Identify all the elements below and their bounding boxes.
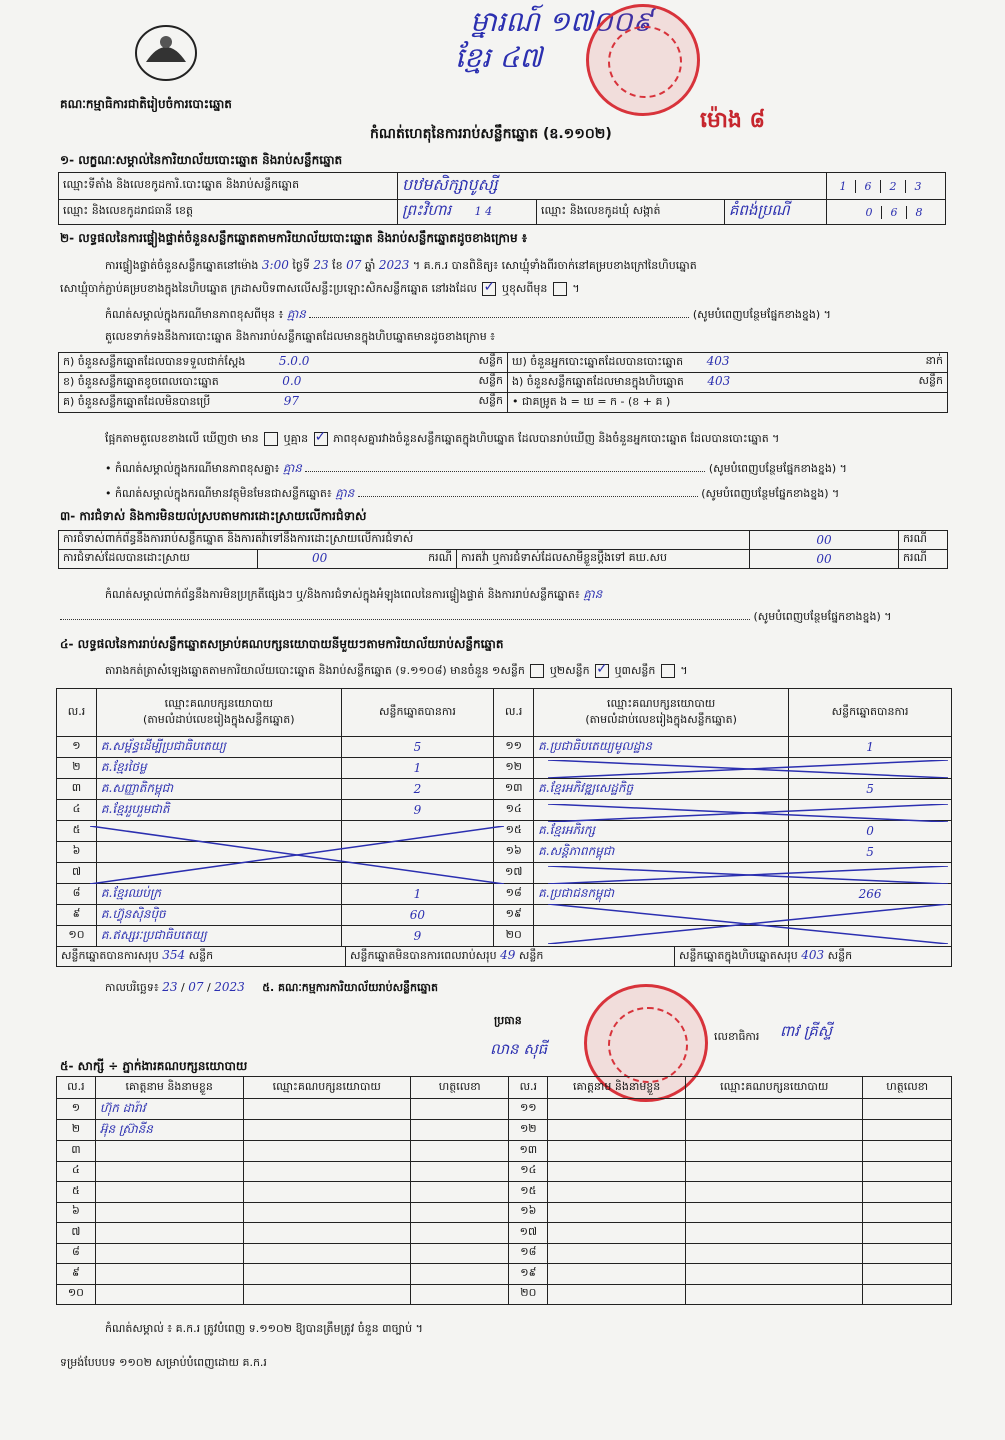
discrepancy-note: • កំណត់សម្គាល់ក្នុងករណីមានភាពខុសគ្នា៖ គ្មាន (សូមបំពេញបន្ថែមផ្នែកខាងខ្នង) ។ bbox=[105, 461, 847, 475]
witness-signature bbox=[411, 1182, 509, 1203]
witness-no: ១៨ bbox=[509, 1243, 548, 1264]
section1-heading: ១- លក្ខណៈសម្គាល់នៃការិយាល័យបោះឆ្នោត និងរាប់សន្លឹកឆ្នោត bbox=[60, 153, 343, 167]
witness-name bbox=[95, 1243, 243, 1264]
spoiled-value: 0.0 bbox=[282, 374, 302, 388]
handwritten-top-1: ម្នារណ៍ ១៧០០៩ bbox=[470, 5, 653, 38]
result-row bbox=[57, 883, 952, 904]
result-no: ១៧ bbox=[494, 863, 534, 884]
witness-signature bbox=[863, 1243, 952, 1264]
commune-code: 0 6 8 bbox=[827, 200, 946, 225]
chair-label: ប្រធាន bbox=[494, 1014, 522, 1027]
tally-sheet-line: តារាងកត់ត្រាសំឡេងឆ្នោតតាមការិយាល័យបោះឆ្នោត និងរាប់សន្លឹកឆ្នោត (ទ.១១០៨) មានចំនួន ១សន្លឹក ឬ២សន្លឹក ✓ ឬ៣សន្លឹក ។ bbox=[105, 664, 688, 680]
province-label: ឈ្មោះ និងលេខកូដរាជធានី ខេត្ត bbox=[59, 200, 398, 225]
result-party: គ.ខ្មែរអភិរក្ស bbox=[534, 821, 789, 842]
witness-row bbox=[57, 1099, 952, 1120]
different-checkbox[interactable] bbox=[553, 282, 567, 296]
witness-name bbox=[95, 1264, 243, 1285]
result-row bbox=[57, 779, 952, 800]
result-party: គ.ខ្មែរឈប់ក្រ bbox=[96, 883, 341, 904]
witness-name bbox=[548, 1202, 686, 1223]
figures-intro: តួលេខទាក់ទងនឹងការបោះឆ្នោត និងការរាប់សន្លឹកឆ្នោតដែលមានក្នុងហិបឆ្នោតមានដូចខាងក្រោម ៖ bbox=[105, 330, 496, 343]
result-votes: 9 bbox=[341, 800, 494, 821]
has-difference-checkbox[interactable] bbox=[264, 432, 278, 446]
result-no: ៣ bbox=[57, 779, 97, 800]
witness-signature bbox=[863, 1223, 952, 1244]
total-invalid-value: 49 bbox=[500, 948, 516, 962]
witness-party bbox=[243, 1223, 411, 1244]
witness-party bbox=[243, 1161, 411, 1182]
witness-row bbox=[57, 1120, 952, 1141]
totals-row: សន្លឹកឆ្នោតបានការសរុប 354 សន្លឹក សន្លឹកឆ្នោតមិនបានការពេលរាប់សរុប 49 សន្លឹក សន្លឹកឆ្នោតក្នុងហិបឆ្នោតសរុប 403 សន្លឹក bbox=[56, 946, 952, 967]
witness-no: ១៥ bbox=[509, 1182, 548, 1203]
witness-party bbox=[243, 1141, 411, 1162]
witness-name bbox=[95, 1284, 243, 1305]
witness-party bbox=[686, 1099, 863, 1120]
witness-no: ១៤ bbox=[509, 1161, 548, 1182]
result-votes: 60 bbox=[341, 904, 494, 925]
discrepancy-line: ផ្អែកតាមតួលេខខាងលើ ឃើញថា មាន ឬគ្មាន ✓ ភាពខុសគ្នារវាងចំនួនសន្លឹកឆ្នោតក្នុងហិបឆ្នោត ដែលបានរាប់ឃើញ និងចំនួនអ្នកបោះឆ្នោត ដែលបានបោះឆ្នោត ។ bbox=[105, 432, 779, 448]
one-sheet-checkbox[interactable] bbox=[530, 664, 544, 678]
witness-party bbox=[243, 1284, 411, 1305]
date-line: កាលបរិច្ឆេទ៖ 23 / 07 / 2023 ៥. គណៈកម្មការការិយាល័យរាប់សន្លឹកឆ្នោត bbox=[105, 980, 438, 994]
handwritten-top-2: ខ្មែរ ៤៧ bbox=[455, 41, 543, 74]
secretary-label: លេខាធិការ bbox=[714, 1030, 760, 1043]
result-no: ១៦ bbox=[494, 842, 534, 863]
witness-party bbox=[243, 1120, 411, 1141]
witness-name bbox=[95, 1141, 243, 1162]
result-no: ១៨ bbox=[494, 883, 534, 904]
witness-no: ៨ bbox=[57, 1243, 96, 1264]
witness-name bbox=[548, 1243, 686, 1264]
witness-no: ២ bbox=[57, 1120, 96, 1141]
result-no: ១១ bbox=[494, 737, 534, 758]
irregularity-hint: (សូមបំពេញបន្ថែមផ្នែកខាងខ្នង) ។ bbox=[60, 610, 945, 626]
witness-party bbox=[686, 1223, 863, 1244]
witness-name bbox=[95, 1202, 243, 1223]
section4-heading: ៤- លទ្ធផលនៃការរាប់សន្លឹកឆ្នោតសម្រាប់គណបក្សនយោបាយនីមួយៗតាមការិយាល័យរាប់សន្លឹកឆ្នោត bbox=[60, 637, 504, 651]
result-votes: 5 bbox=[789, 842, 952, 863]
section3-heading: ៣- ការជំទាស់ និងការមិនយល់ស្របតាមការដោះស្រាយលើការជំទាស់ bbox=[60, 509, 367, 523]
result-no: ១៤ bbox=[494, 800, 534, 821]
witness-row bbox=[57, 1182, 952, 1203]
crossout-left bbox=[90, 826, 504, 884]
witness-no: ១៦ bbox=[509, 1202, 548, 1223]
station-value: បឋមសិក្សាបូស្សី bbox=[402, 175, 498, 194]
result-votes: 5 bbox=[789, 779, 952, 800]
witness-signature bbox=[411, 1243, 509, 1264]
difference-note: កំណត់សម្គាល់ក្នុងករណីមានភាពខុសពីមុន ៖ គ្មាន (សូមបំពេញបន្ថែមផ្នែកខាងខ្នង) ។ bbox=[105, 307, 831, 321]
witness-signature bbox=[863, 1120, 952, 1141]
witness-row bbox=[57, 1223, 952, 1244]
result-no: ១៥ bbox=[494, 821, 534, 842]
result-party: គ.ខ្មែរថៃម្ល bbox=[96, 758, 341, 779]
witness-signature bbox=[411, 1120, 509, 1141]
result-no: ៩ bbox=[57, 904, 97, 925]
witness-row bbox=[57, 1264, 952, 1285]
result-no: ៥ bbox=[57, 821, 97, 842]
witness-no: ១៧ bbox=[509, 1223, 548, 1244]
objections-value: 00 bbox=[816, 533, 832, 547]
witness-party bbox=[686, 1264, 863, 1285]
witness-party bbox=[686, 1202, 863, 1223]
result-party: គ.សម្ព័ន្ធដើម្បីប្រជាធិបតេយ្យ bbox=[96, 737, 341, 758]
objections-table: ការជំទាស់ពាក់ព័ន្ធនឹងការរាប់សន្លឹកឆ្នោត និងការតវ៉ាទៅនឹងការដោះស្រាយលើការជំទាស់ 00 ករណី ការជំទាស់ដែលបានដោះស្រាយ 00 ករណី ការតវ៉ា ឬការជំទាស់ដែលសាមីខ្លួនប្តឹងទៅ គឃ.សប 00 ករណី bbox=[58, 530, 948, 569]
crossout-right-17 bbox=[548, 866, 948, 884]
witness-signature bbox=[863, 1202, 952, 1223]
result-votes: 266 bbox=[789, 883, 952, 904]
station-label: ឈ្មោះទីតាំង និងលេខកូដការិ.បោះឆ្នោត និងរាប់សន្លឹកឆ្នោត bbox=[59, 173, 398, 200]
witness-name bbox=[548, 1223, 686, 1244]
result-votes: 9 bbox=[341, 925, 494, 946]
foreign-object-note: • កំណត់សម្គាល់ក្នុងករណីមានវត្ថុមិនមែនជាសន្លឹកឆ្នោត៖ គ្មាន (សូមបំពេញបន្ថែមផ្នែកខាងខ្នង) ។ bbox=[105, 486, 840, 500]
result-party: គ.ប្រជាធិបតេយ្យមូលដ្ឋាន bbox=[534, 737, 789, 758]
section1-table: ឈ្មោះទីតាំង និងលេខកូដការិ.បោះឆ្នោត និងរាប់សន្លឹកឆ្នោត បឋមសិក្សាបូស្សី 1 6 2 3 ឈ្មោះ និងលេខកូដរាជធានី ខេត្ត ព្រះវិហារ 1 4 ឈ្មោះ និងលេខកូដឃុំ សង្កាត់ គំពង់ប្រណី 0 6 8 bbox=[58, 172, 946, 225]
result-party: គ.ឥស្សរៈប្រជាធិបតេយ្យ bbox=[96, 925, 341, 946]
form-title: កំណត់ហេតុនៃការរាប់សន្លឹកឆ្នោត (ឧ.១១០២) bbox=[370, 126, 612, 142]
resolved-value: 00 bbox=[312, 551, 328, 565]
result-votes: 1 bbox=[341, 883, 494, 904]
witness-party bbox=[243, 1264, 411, 1285]
chair-signature: លាន សុធី bbox=[490, 1040, 548, 1058]
witness-no: ១២ bbox=[509, 1120, 548, 1141]
official-stamp-top bbox=[586, 4, 700, 116]
verification-line-2: សោឃ្មុំចាក់ភ្ជាប់គម្របខាងក្នុងនៃហិបឆ្នោត ក្រដាសបិទពាសលើសន្លឹះប្រឡោះសិកសន្លឹកឆ្នោត នៅរងដែល ✓ ឬខុសពីមុន ។ bbox=[60, 282, 580, 298]
witness-no: ១៣ bbox=[509, 1141, 548, 1162]
witness-no: ១០ bbox=[57, 1284, 96, 1305]
witness-no: ៩ bbox=[57, 1264, 96, 1285]
witness-no: ៥ bbox=[57, 1182, 96, 1203]
three-sheet-checkbox[interactable] bbox=[661, 664, 675, 678]
witness-name bbox=[548, 1284, 686, 1305]
witness-party bbox=[686, 1182, 863, 1203]
witness-name bbox=[548, 1161, 686, 1182]
irregularity-note: កំណត់សម្គាល់ពាក់ព័ន្ធនឹងការមិនប្រក្រតីផ្សេងៗ ឬ/និងការជំទាស់ក្នុងអំឡុងពេលនៃការផ្ទៀងផ្ទាត់ និងការរាប់សន្លឹកឆ្នោត៖ គ្មាន bbox=[105, 587, 603, 601]
witness-row bbox=[57, 1161, 952, 1182]
witness-name bbox=[95, 1223, 243, 1244]
appealed-value: 00 bbox=[816, 552, 832, 566]
result-no: ៦ bbox=[57, 842, 97, 863]
in-box-value: 403 bbox=[707, 374, 731, 388]
result-party: គ.ហ៊្វុនស៊ិនប៉ិច bbox=[96, 904, 341, 925]
witness-signature bbox=[411, 1223, 509, 1244]
witness-signature bbox=[411, 1099, 509, 1120]
crossout-right-19-20 bbox=[548, 904, 948, 944]
witness-name: ហ៊ុក ដារ៉ាវ bbox=[95, 1099, 243, 1120]
total-box-value: 403 bbox=[801, 948, 825, 962]
witness-signature bbox=[411, 1141, 509, 1162]
received-value: 5.0.0 bbox=[278, 354, 310, 368]
witness-party bbox=[686, 1161, 863, 1182]
witness-party bbox=[686, 1141, 863, 1162]
witness-name bbox=[548, 1099, 686, 1120]
crossout-right-12 bbox=[548, 760, 948, 778]
result-party: គ.សញ្ញាតិកម្ពុជា bbox=[96, 779, 341, 800]
witness-no: ១៩ bbox=[509, 1264, 548, 1285]
witness-no: ១១ bbox=[509, 1099, 548, 1120]
witness-name bbox=[548, 1182, 686, 1203]
result-row bbox=[57, 737, 952, 758]
result-no: ១ bbox=[57, 737, 97, 758]
witness-signature bbox=[411, 1202, 509, 1223]
witness-party bbox=[686, 1284, 863, 1305]
witness-party bbox=[243, 1202, 411, 1223]
form-footer: ទម្រង់បែបបទ ១១០២ សម្រាប់បំពេញដោយ គ.ក.រ bbox=[60, 1356, 267, 1369]
witness-name bbox=[548, 1120, 686, 1141]
witness-party bbox=[243, 1099, 411, 1120]
result-party: គ.ខ្មែរអភិវឌ្ឍសេដ្ឋកិច្ច bbox=[534, 779, 789, 800]
two-sheet-checkbox[interactable] bbox=[595, 664, 609, 678]
witness-party bbox=[243, 1182, 411, 1203]
result-no: ១២ bbox=[494, 758, 534, 779]
result-votes: 1 bbox=[789, 737, 952, 758]
result-votes: 2 bbox=[341, 779, 494, 800]
witness-signature bbox=[863, 1284, 952, 1305]
result-votes: 0 bbox=[789, 821, 952, 842]
result-votes: 1 bbox=[341, 758, 494, 779]
commune-value: គំពង់ប្រណី bbox=[728, 201, 790, 219]
witness-name bbox=[95, 1182, 243, 1203]
unused-value: 97 bbox=[283, 394, 300, 408]
witness-signature bbox=[863, 1141, 952, 1162]
witness-table: ល.រ គោត្តនាម និងនាមខ្លួន ឈ្មោះគណបក្សនយោបាយ ហត្ថលេខា ល.រ គោត្តនាម និងនាមខ្លួន ឈ្មោះគណបក្សនយោបាយ ហត្ថលេខា ១ ហ៊ុក ដារ៉ាវ ១១ ២ អ៊ុន ស្រ៊ានីន ១២ ៣ ១៣ ៤ ១៤ ៥ ១៥ ៦ ១៦ ៧ ១៧ ៨ ១៨ ៩ ១៩ ១០ ២០ bbox=[56, 1076, 952, 1305]
formula: • ជាគម្រូត ង = ឃ = ក - (ខ + គ ) bbox=[508, 393, 948, 413]
result-votes: 5 bbox=[341, 737, 494, 758]
witness-party bbox=[686, 1243, 863, 1264]
witness-name bbox=[548, 1141, 686, 1162]
witness-signature bbox=[411, 1161, 509, 1182]
witness-no: ៣ bbox=[57, 1141, 96, 1162]
witness-signature bbox=[863, 1264, 952, 1285]
nec-emblem bbox=[132, 22, 200, 84]
footnote: កំណត់សម្គាល់ ៖ គ.ក.រ ត្រូវបំពេញ ទ.១១០២ ឱ្យបានត្រឹមត្រូវ ចំនួន ៣ច្បាប់ ។ bbox=[105, 1322, 423, 1335]
result-party: គ.សន្តិភាពកម្ពុជា bbox=[534, 842, 789, 863]
result-no: ៨ bbox=[57, 883, 97, 904]
section5-heading: ៥- សាក្សី ÷ ភ្នាក់ងារគណបក្សនយោបាយ bbox=[60, 1059, 248, 1073]
witness-row bbox=[57, 1243, 952, 1264]
secretary-signature: ពាវ គ្រីស្ទី bbox=[780, 1022, 833, 1040]
verification-line-1: ការផ្ទៀងផ្ទាត់ចំនួនសន្លឹកឆ្នោតនៅម៉ោង 3:00 ថ្ងៃទី 23 ខែ 07 ឆ្នាំ 2023 ។ គ.ក.រ បានពិនិត្យ៖ សោឃ្មុំទាំងពីរចាក់នៅគម្របខាងក្រៅនៃហិបឆ្នោត bbox=[105, 258, 697, 272]
witness-row bbox=[57, 1202, 952, 1223]
result-party: គ.ប្រជាជនកម្ពុជា bbox=[534, 883, 789, 904]
result-no: ២ bbox=[57, 758, 97, 779]
witness-signature bbox=[863, 1182, 952, 1203]
no-difference-checkbox[interactable] bbox=[314, 432, 328, 446]
witness-signature bbox=[411, 1264, 509, 1285]
crossout-right-14 bbox=[548, 804, 948, 822]
witness-no: ២០ bbox=[509, 1284, 548, 1305]
result-no: ១០ bbox=[57, 925, 97, 946]
handwritten-time: ម៉ោង ៨ bbox=[700, 108, 766, 133]
witness-no: ៦ bbox=[57, 1202, 96, 1223]
result-no: ២០ bbox=[494, 925, 534, 946]
voters-value: 403 bbox=[706, 354, 730, 368]
witness-row bbox=[57, 1141, 952, 1162]
witness-no: ១ bbox=[57, 1099, 96, 1120]
result-no: ១៣ bbox=[494, 779, 534, 800]
same-checkbox[interactable] bbox=[482, 282, 496, 296]
result-no: ៤ bbox=[57, 800, 97, 821]
witness-no: ៤ bbox=[57, 1161, 96, 1182]
section2-heading: ២- លទ្ធផលនៃការផ្ទៀងផ្ទាត់ចំនួនសន្លឹកឆ្នោតតាមការិយាល័យបោះឆ្នោត និងរាប់សន្លឹកឆ្នោតដូចខាងក្រោម ៖ bbox=[60, 231, 528, 245]
witness-no: ៧ bbox=[57, 1223, 96, 1244]
witness-party bbox=[686, 1120, 863, 1141]
result-party: គ.ខ្មែររួបរួមជាតិ bbox=[96, 800, 341, 821]
results-table: ល.រ ឈ្មោះគណបក្សនយោបាយ (តាមលំដាប់លេខរៀងក្នុងសន្លឹកឆ្នោត) សន្លឹកឆ្នោតបានការ ល.រ ឈ្មោះគណបក្សនយោបាយ (តាមលំដាប់លេខរៀងក្នុងសន្លឹកឆ្នោត) សន្លឹកឆ្នោតបានការ ១ គ.សម្ព័ន្ធដើម្បីប្រជាធិបតេយ្យ 5 ១១ គ.ប្រជាធិបតេយ្យមូលដ្ឋាន 1 ២ គ.ខ្មែរថៃម្ល 1 ១២ ៣ គ.សញ្ញាតិកម្ពុជា 2 ១៣ គ.ខ្មែរអភិវឌ្ឍសេដ្ឋកិច្ច 5 ៤ គ.ខ្មែររួបរួមជាតិ 9 ១៤ ៥ ១៥ គ.ខ្មែរអភិរក្ស 0 ៦ ១៦ គ.សន្តិភាពកម្ពុជា 5 ៧ ១៧ ៨ គ.ខ្មែរឈប់ក្រ 1 ១៨ គ.ប្រជាជនកម្ពុជា 266 ៩ គ.ហ៊្វុនស៊ិនប៉ិច 60 ១៩ ១០ គ.ឥស្សរៈប្រជាធិបតេយ្យ 9 ២០ bbox=[56, 688, 952, 947]
province-value: ព្រះវិហារ bbox=[402, 201, 452, 219]
org-name: គណៈកម្មាធិការជាតិរៀបចំការបោះឆ្នោត bbox=[60, 97, 232, 111]
witness-name bbox=[548, 1264, 686, 1285]
witness-name: អ៊ុន ស្រ៊ានីន bbox=[95, 1120, 243, 1141]
total-valid-value: 354 bbox=[162, 948, 186, 962]
figures-table: ក) ចំនួនសន្លឹកឆ្នោតដែលបានទទួលជាក់ស្តែង 5.0.0 សន្លឹក ឃ) ចំនួនអ្នកបោះឆ្នោតដែលបានបោះឆ្នោត 403 នាក់ ខ) ចំនួនសន្លឹកឆ្នោតខូចពេលបោះឆ្នោត 0.0 សន្លឹក ង) ចំនួនសន្លឹកឆ្នោតដែលមានក្នុងហិបឆ្នោត 403 សន្លឹក គ) ចំនួនសន្លឹកឆ្នោតដែលមិនបានប្រើ 97 សន្លឹក • ជាគម្រូត ង = ឃ = ក - (ខ + គ ) bbox=[58, 352, 948, 413]
witness-party bbox=[243, 1243, 411, 1264]
witness-signature bbox=[863, 1099, 952, 1120]
station-code: 1 6 2 3 bbox=[827, 173, 946, 200]
commune-label: ឈ្មោះ និងលេខកូដឃុំ សង្កាត់ bbox=[537, 200, 725, 225]
witness-name bbox=[95, 1161, 243, 1182]
witness-signature bbox=[863, 1161, 952, 1182]
witness-row bbox=[57, 1284, 952, 1305]
result-no: ៧ bbox=[57, 863, 97, 884]
result-no: ១៩ bbox=[494, 904, 534, 925]
witness-signature bbox=[411, 1284, 509, 1305]
